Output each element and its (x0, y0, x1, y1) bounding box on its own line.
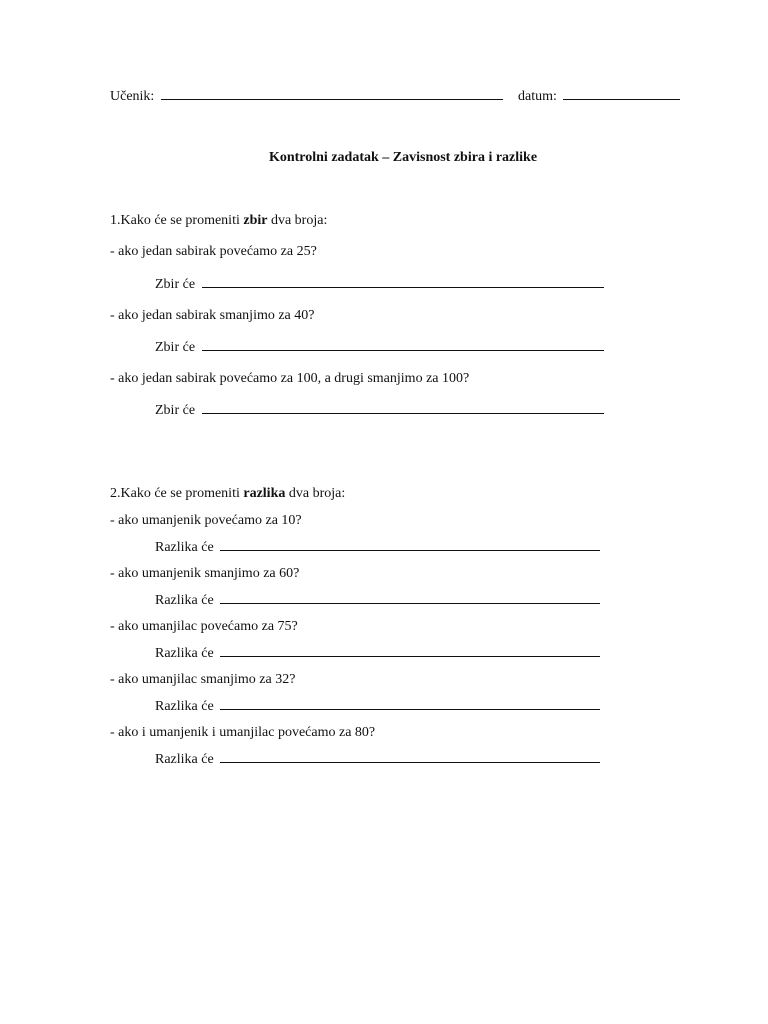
task2-answer-2-field[interactable] (220, 591, 600, 604)
task2-suffix: dva broja: (285, 486, 346, 501)
task2-answer-5 (155, 750, 600, 769)
task2-question-3: - ako umanjilac povećamo za 75? (110, 619, 298, 634)
task1-question-3: - ako jedan sabirak povećamo za 100, a drugi smanjimo za 100? (110, 371, 470, 386)
answer-label: Razlika će (155, 540, 214, 555)
task1-answer-3-field[interactable] (202, 401, 604, 414)
task1-suffix: dva broja: (267, 213, 328, 228)
task1-keyword: zbir (243, 213, 268, 228)
task2-answer-2 (155, 591, 600, 610)
task2-answer-3-field[interactable] (220, 644, 600, 657)
task1-answer-1 (155, 275, 604, 294)
task1-answer-2-field[interactable] (202, 338, 604, 351)
student-line (110, 87, 503, 106)
task1-prefix: 1.Kako će se promeniti (110, 213, 244, 228)
answer-label: Razlika će (155, 699, 214, 714)
task1-question-1: - ako jedan sabirak povećamo za 25? (110, 244, 317, 259)
task1-heading (110, 212, 327, 230)
answer-label: Zbir će (155, 403, 196, 418)
task2-question-4: - ako umanjilac smanjimo za 32? (110, 672, 296, 687)
task2-question-1: - ako umanjenik povećamo za 10? (110, 513, 302, 528)
task2-keyword: razlika (243, 486, 286, 501)
task1-answer-1-field[interactable] (202, 275, 604, 288)
task2-answer-1-field[interactable] (220, 538, 600, 551)
task2-answer-4 (155, 697, 600, 716)
page-title: Kontrolni zadatak – Zavisnost zbira i razlike (268, 150, 538, 165)
task2-question-2: - ako umanjenik smanjimo za 60? (110, 566, 300, 581)
task2-prefix: 2.Kako će se promeniti (110, 486, 244, 501)
task2-answer-5-field[interactable] (220, 750, 600, 763)
date-line (518, 87, 680, 106)
answer-label: Razlika će (155, 593, 214, 608)
answer-label: Zbir će (155, 340, 196, 355)
student-name-field[interactable] (161, 87, 503, 100)
task2-question-5: - ako i umanjenik i umanjilac povećamo za 80? (110, 725, 376, 740)
task1-answer-3 (155, 401, 604, 420)
task2-answer-4-field[interactable] (220, 697, 600, 710)
task2-heading (110, 485, 345, 503)
answer-label: Zbir će (155, 277, 196, 292)
date-field[interactable] (563, 87, 680, 100)
answer-label: Razlika će (155, 752, 214, 767)
student-label: Učenik: (110, 89, 155, 104)
task1-answer-2 (155, 338, 604, 357)
task1-question-2: - ako jedan sabirak smanjimo za 40? (110, 308, 315, 323)
answer-label: Razlika će (155, 646, 214, 661)
task2-answer-1 (155, 538, 600, 557)
date-label: datum: (518, 89, 557, 104)
task2-answer-3 (155, 644, 600, 663)
